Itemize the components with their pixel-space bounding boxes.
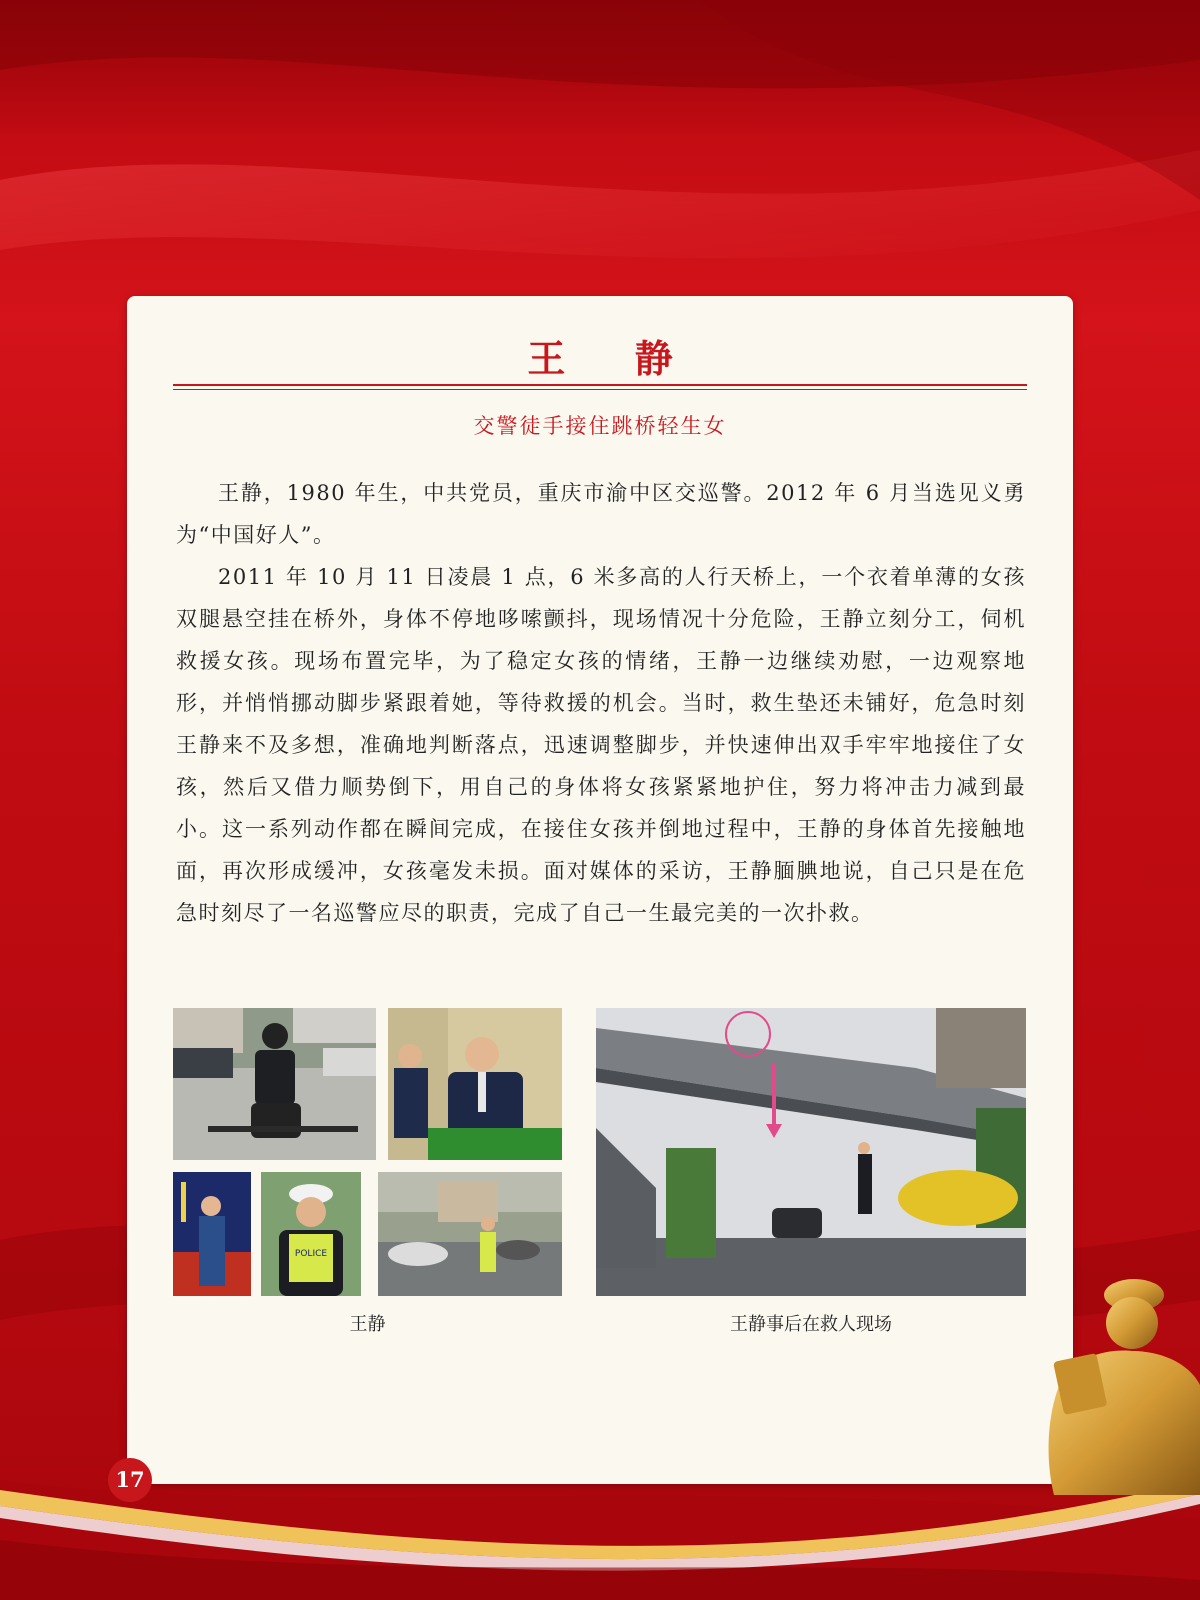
svg-text:POLICE: POLICE xyxy=(294,1249,328,1259)
photo-ceremony xyxy=(173,1172,251,1296)
photo-caption-left: 王静 xyxy=(349,1314,386,1335)
page-title: 王 静 xyxy=(527,336,701,381)
photo-police-meeting xyxy=(388,1008,562,1160)
article-body xyxy=(176,472,1026,934)
title-divider xyxy=(173,384,1027,386)
photo-traffic-officer-portrait xyxy=(261,1172,361,1296)
page-number: 17 xyxy=(108,1458,152,1502)
golden-statue xyxy=(1024,1265,1200,1495)
gold-ribbon-decoration xyxy=(0,1460,1200,1600)
photo-rescue-scene xyxy=(596,1008,1026,1296)
photo-traffic-duty xyxy=(378,1172,562,1296)
title-divider-thin xyxy=(173,389,1027,390)
photo-swat-officer xyxy=(173,1008,376,1160)
photo-caption-right: 王静事后在救人现场 xyxy=(730,1314,892,1335)
page-subtitle: 交警徒手接住跳桥轻生女 xyxy=(473,414,727,438)
paragraph: 2011 年 10 月 11 日凌晨 1 点，6 米多高的人行天桥上，一个衣着单薄的女孩双腿悬空挂在桥外，身体不停地哆嗦颤抖，现场情况十分危险，王静立刻分工，伺机救援女孩。现场布置完毕，为了稳定女孩的情绪，王静一边继续劝慰，一边观察地形，并悄悄挪动脚步紧跟着她，等待救援的机会。当时，救生垫还未铺好，危急时刻王静来不及多想，准确地判断落点，迅速调整脚步，并快速伸出双手牢牢地接住了女孩，然后又借力顺势倒下，用自己的身体将女孩紧紧地护住，努力将冲击力减到最小。这一系列动作都在瞬间完成，在接住女孩并倒地过程中，王静的身体首先接触地面，再次形成缓冲，女孩毫发未损。面对媒体的采访，王静腼腆地说，自己只是在危急时刻尽了一名巡警应尽的职责，完成了自己一生最完美的一次扑救。 xyxy=(176,565,1026,925)
paragraph: 王静，1980 年生，中共党员，重庆市渝中区交巡警。2012 年 6 月当选见义勇为“中国好人”。 xyxy=(176,481,1026,547)
